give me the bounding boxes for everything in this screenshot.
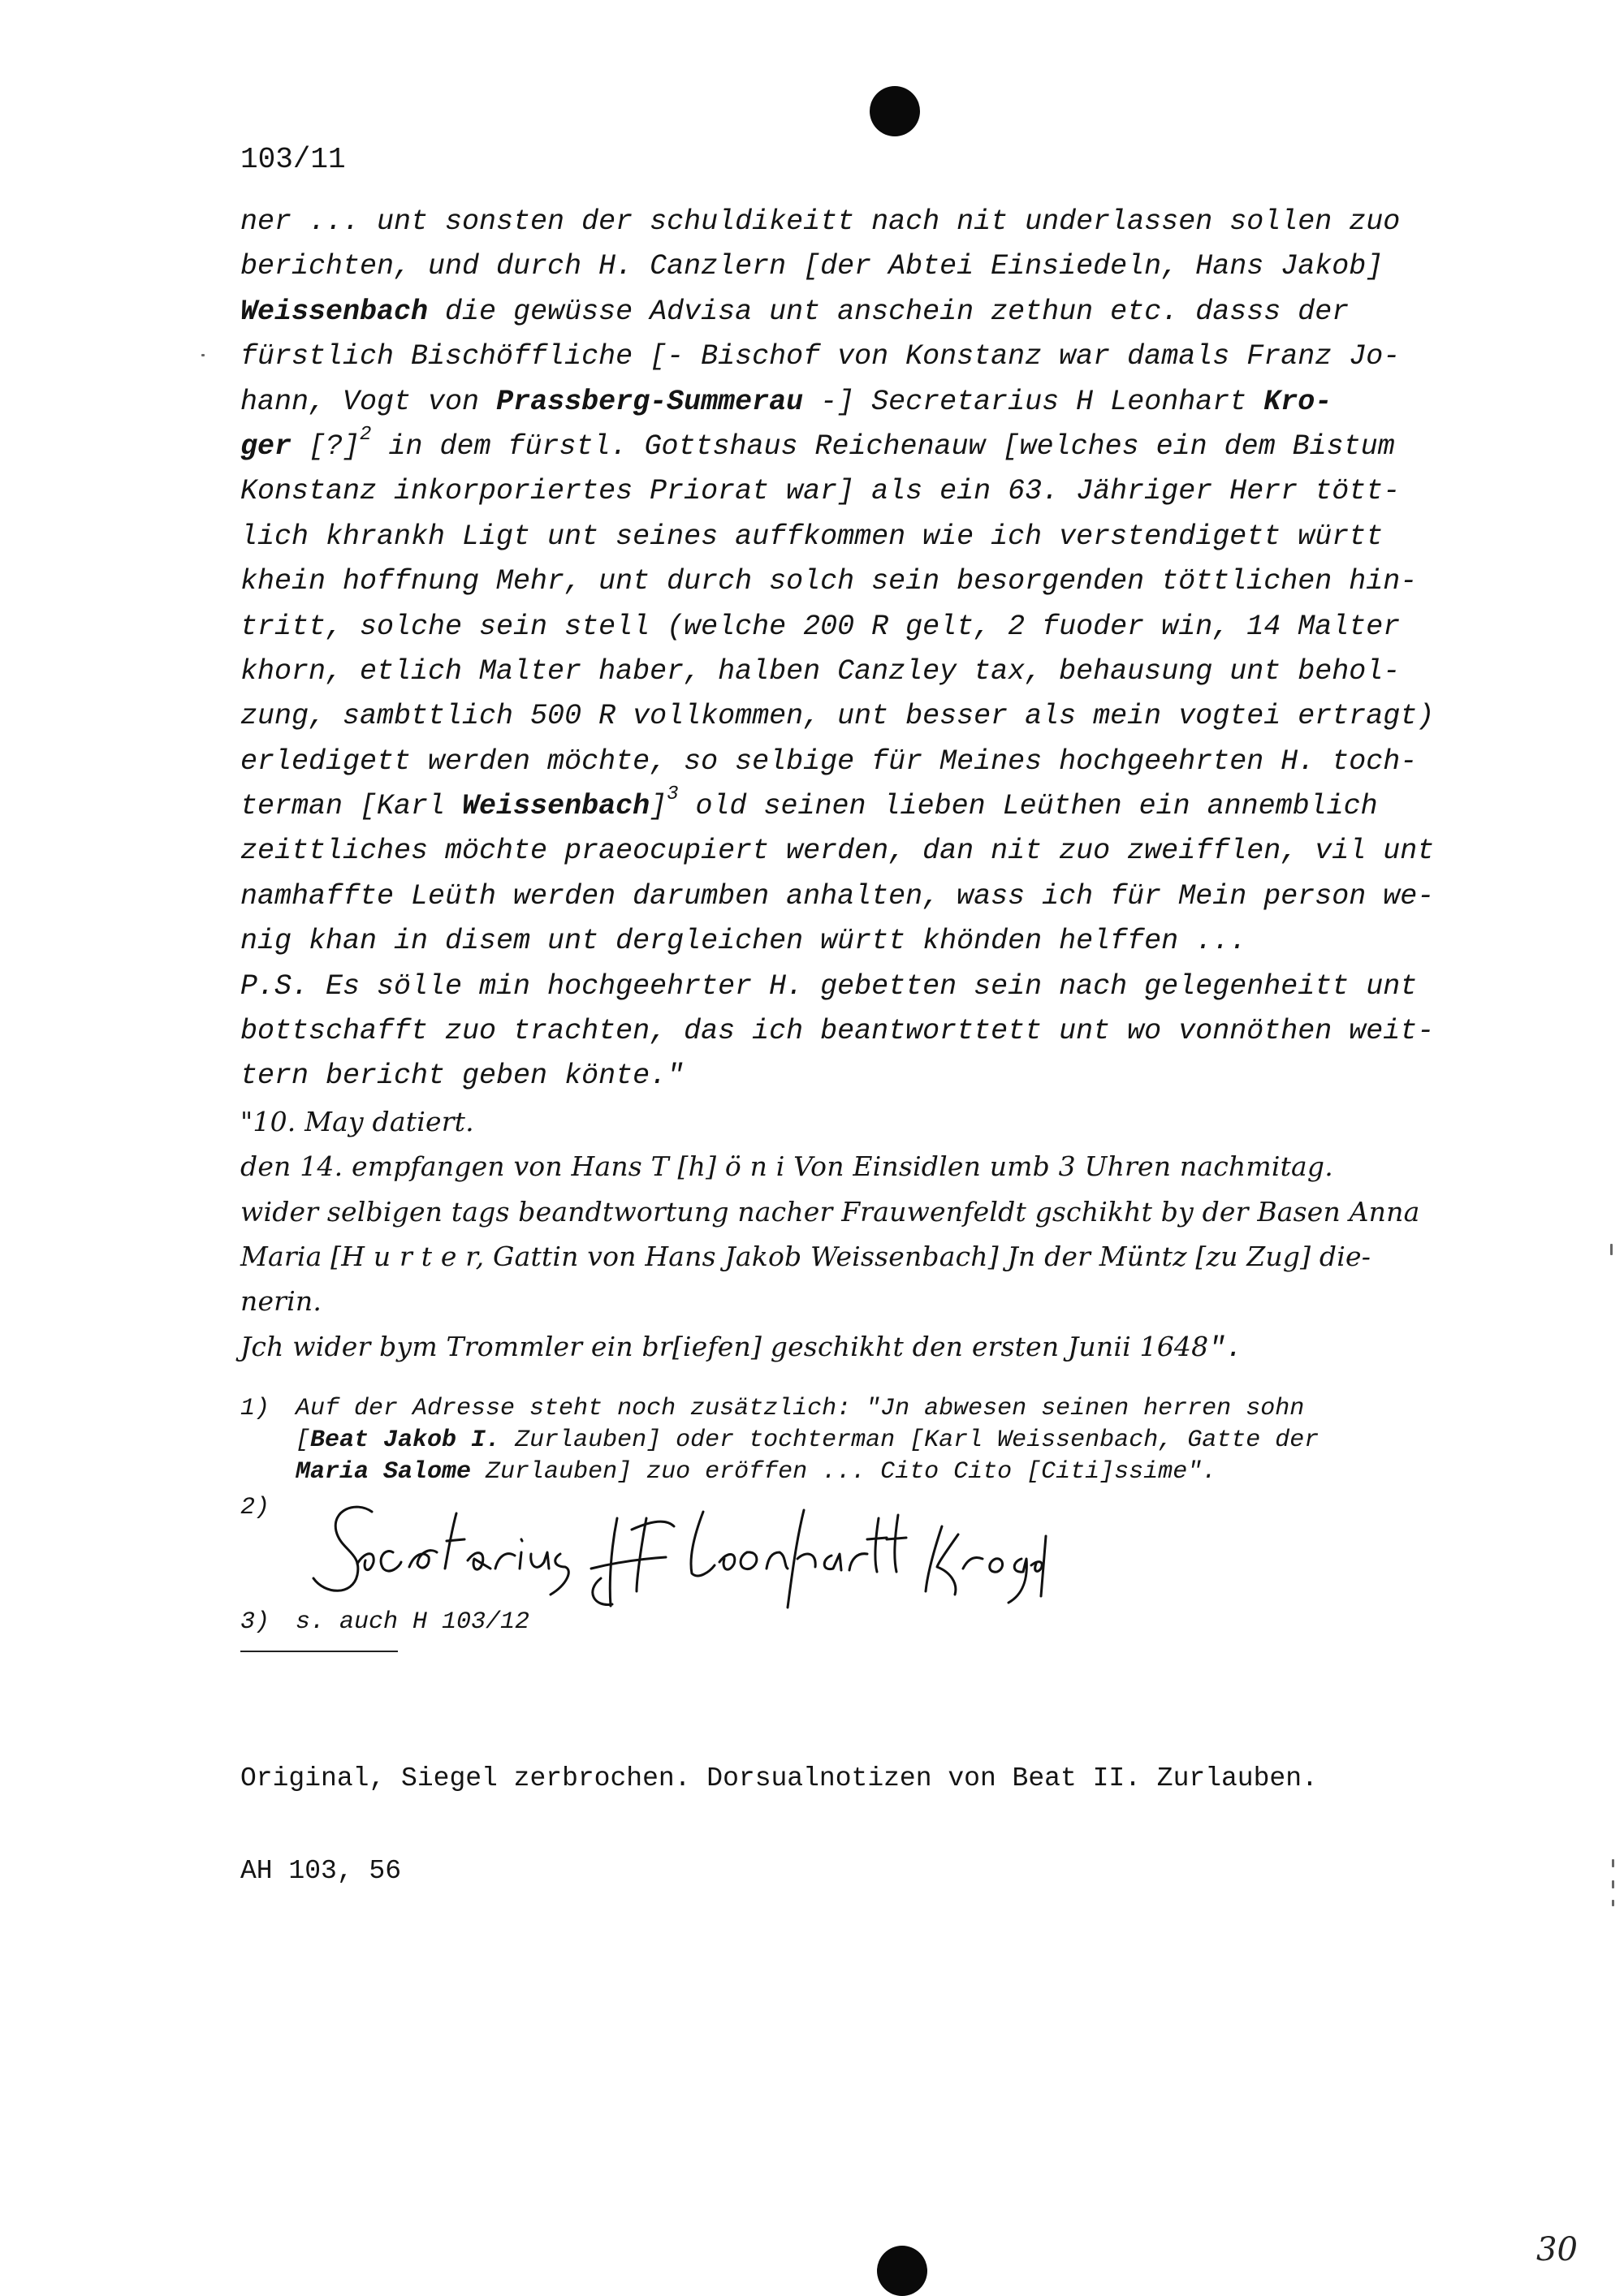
text-run: berichten, und durch H. Canzlern [der Abtei Einsiedeln, Hans Jakob] <box>240 250 1384 283</box>
text-run: khein hoffnung Mehr, unt durch solch sein besorgenden töttlichen hin- <box>240 565 1418 598</box>
original-note-line: AH 103, 56 <box>240 1856 402 1886</box>
text-run: bottschafft zuo trachten, das ich beantworttett unt wo vonnöthen weit- <box>240 1015 1435 1048</box>
text-run: ". <box>1208 1331 1243 1365</box>
body-line <box>240 919 1499 964</box>
body-line <box>240 650 1499 694</box>
footnote-marker: 2 <box>360 423 372 446</box>
text-run: old seinen lieben Leüthen ein annemblich <box>678 790 1378 823</box>
body-line <box>240 515 1499 559</box>
body-line <box>240 1324 1499 1369</box>
bold-name: Beat Jakob I. <box>310 1426 501 1454</box>
text-run: P.S. Es sölle min hochgeehrter H. gebetten sein nach gelegenheitt unt <box>240 969 1418 1003</box>
text-run: fürstlich Bischöffliche [- Bischof von Konstanz war damals Franz Jo- <box>240 340 1401 373</box>
text-run: khorn, etlich Malter haber, halben Canzley tax, behausung unt behol- <box>240 654 1401 688</box>
text-run: tern bericht geben könte." <box>240 1060 685 1093</box>
scan-speck <box>201 354 205 356</box>
body-line <box>240 829 1499 874</box>
bold-name: ger <box>240 429 292 463</box>
footnote-line <box>296 1393 1497 1425</box>
footnote-separator <box>240 1651 398 1652</box>
footnote-marker: 3 <box>667 783 679 806</box>
text-run: Jch wider bym Trommler ein br[iefen] geschikht den ersten Junii 1648 <box>240 1330 1209 1362</box>
punch-hole-bottom <box>877 2246 927 2296</box>
bold-name: Prassberg-Summerau <box>496 385 804 418</box>
bold-name: Maria Salome <box>296 1458 472 1486</box>
text-run: s. auch H 103/12 <box>296 1608 530 1636</box>
bold-name: Weissenbach <box>240 295 429 328</box>
body-text <box>240 200 1499 1369</box>
text-run: -] Secretarius H Leonhart <box>803 385 1264 418</box>
body-line <box>240 784 1499 829</box>
text-run: terman [Karl <box>240 790 463 823</box>
page-number: 30 <box>1536 2231 1578 2268</box>
body-line <box>240 334 1499 379</box>
footnote-number: 1) <box>240 1395 270 1422</box>
text-run: Auf der Adresse steht noch zusätzlich: "Jn abwesen seinen herren sohn <box>296 1395 1305 1422</box>
text-run: "10. May datiert. <box>240 1105 474 1137</box>
bold-name: Weissenbach <box>462 790 650 823</box>
body-line <box>240 874 1499 919</box>
body-line <box>240 965 1499 1009</box>
text-run: Konstanz inkorporiertes Priorat war] als ein 63. Jähriger Herr tött- <box>240 475 1401 508</box>
body-line <box>240 425 1499 469</box>
scan-speck <box>1612 1880 1614 1888</box>
document-reference: 103/11 <box>240 143 346 176</box>
body-line <box>240 1279 1499 1323</box>
punch-hole-top <box>870 86 920 136</box>
body-line <box>240 1054 1499 1098</box>
text-run: in dem fürstl. Gottshaus Reichenauw [welches ein dem Bistum <box>371 429 1395 463</box>
text-run: namhaffte Leüth werden darumben anhalten, wass ich für Mein person we- <box>240 879 1435 913</box>
text-run: den 14. empfangen von Hans T [h] ö n i Von Einsidlen umb 3 Uhren nachmitag. <box>240 1150 1333 1183</box>
body-line <box>240 1234 1499 1279</box>
bold-name: Kro- <box>1263 385 1332 418</box>
text-run: Maria [H u r t e r, Gattin von Hans Jakob Weissenbach] Jn der Müntz [zu Zug] die- <box>240 1240 1371 1272</box>
body-line <box>240 1099 1499 1144</box>
text-run: wider selbigen tags beandtwortung nacher Frauwenfeldt gschikht by der Basen Anna <box>240 1195 1420 1228</box>
text-run: nig khan in disem unt dergleichen württ khönden helffen ... <box>240 925 1247 958</box>
scan-speck <box>1612 1900 1614 1906</box>
body-line <box>240 380 1499 425</box>
body-line <box>240 1144 1499 1189</box>
body-line <box>240 200 1499 244</box>
text-run: Zurlauben] zuo eröffen ... Cito Cito [Citi]ssime". <box>471 1458 1217 1486</box>
signature-image <box>309 1494 1056 1616</box>
text-run: lich khrankh Ligt unt seines auffkommen wie ich verstendigett württ <box>240 520 1384 553</box>
scan-speck <box>1610 1244 1613 1255</box>
body-line <box>240 605 1499 650</box>
body-line <box>240 694 1499 739</box>
text-run: ] <box>650 790 667 823</box>
original-note-line: Original, Siegel zerbrochen. Dorsualnotizen von Beat II. Zurlauben. <box>240 1763 1318 1793</box>
text-run: [?] <box>292 429 361 463</box>
text-run: ner ... unt sonsten der schuldikeitt nach nit underlassen sollen zuo <box>240 205 1401 238</box>
body-line <box>240 559 1499 604</box>
text-run: Zurlauben] oder tochterman [Karl Weissenbach, Gatte der <box>500 1426 1320 1454</box>
text-run: zung, sambttlich 500 R vollkommen, unt besser als mein vogtei ertragt) <box>240 700 1435 733</box>
body-line <box>240 1009 1499 1054</box>
footnote-number: 2) <box>240 1494 270 1521</box>
text-run: [ <box>296 1426 311 1454</box>
body-line <box>240 740 1499 784</box>
footnote-line <box>296 1425 1497 1457</box>
text-run: tritt, solche sein stell (welche 200 R gelt, 2 fuoder win, 14 Malter <box>240 610 1401 643</box>
text-run: zeittliches möchte praeocupiert werden, dan nit zuo zweifflen, vil unt <box>240 835 1435 868</box>
text-run: erledigett werden möchte, so selbige für Meines hochgeehrten H. toch- <box>240 744 1418 778</box>
text-run: nerin. <box>240 1285 322 1318</box>
footnote-line <box>296 1457 1497 1488</box>
text-run: hann, Vogt von <box>240 385 497 418</box>
body-line <box>240 1189 1499 1234</box>
body-line <box>240 469 1499 514</box>
text-run: die gewüsse Advisa unt anschein zethun etc. dasss der <box>428 295 1350 328</box>
footnote-number: 3) <box>240 1608 270 1636</box>
footnote-text <box>296 1393 1497 1488</box>
body-line <box>240 290 1499 334</box>
body-line <box>240 244 1499 289</box>
original-note <box>240 1702 1318 1918</box>
scan-speck <box>1612 1859 1614 1867</box>
